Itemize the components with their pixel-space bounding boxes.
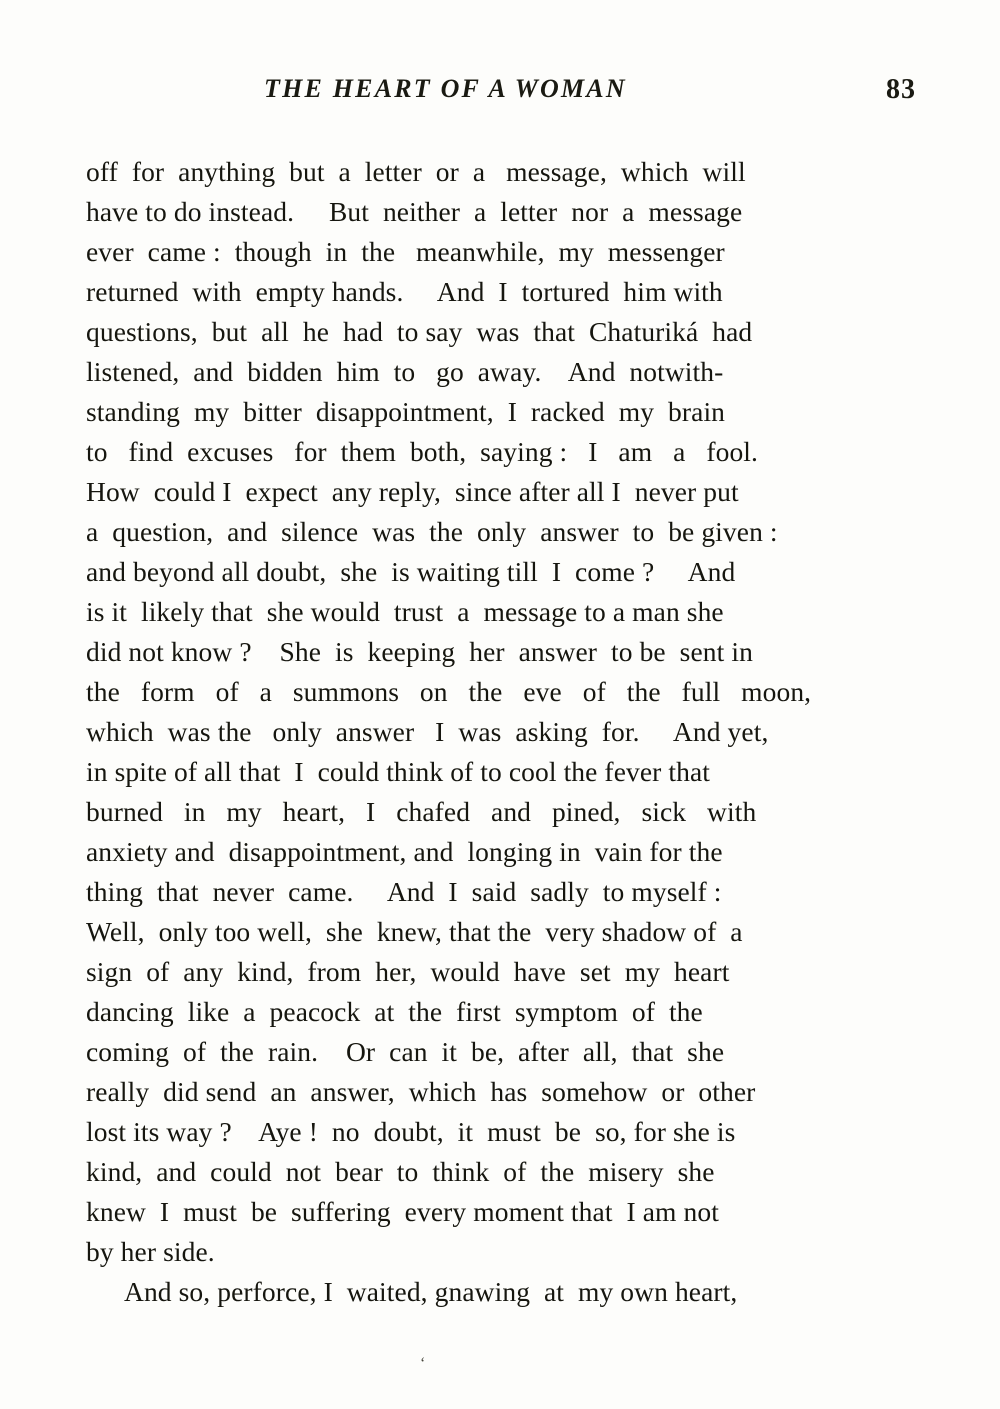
text-line: is it likely that she would trust a message to a man she: [86, 596, 724, 627]
page-number: 83: [886, 74, 916, 105]
text-line: really did send an answer, which has somehow or other: [86, 1076, 756, 1107]
text-line: kind, and could not bear to think of the misery she: [86, 1156, 715, 1187]
page-header: [84, 74, 916, 114]
running-title: THE HEART OF A WOMAN: [264, 74, 627, 103]
text-line: And so, perforce, I waited, gnawing at my own heart,: [124, 1276, 738, 1307]
text-line: lost its way ? Aye ! no doubt, it must be so, for she is: [86, 1116, 736, 1147]
text-line: have to do instead. But neither a letter nor a message: [86, 196, 743, 227]
text-line: a question, and silence was the only answer to be given :: [86, 516, 778, 547]
text-line: which was the only answer I was asking for. And yet,: [86, 716, 769, 747]
text-line: burned in my heart, I chafed and pined, sick with: [86, 796, 757, 827]
text-line: off for anything but a letter or a message, which will: [86, 156, 746, 187]
text-line: sign of any kind, from her, would have set my heart: [86, 956, 730, 987]
text-line: returned with empty hands. And I tortured him with: [86, 276, 723, 307]
text-line: knew I must be suffering every moment that I am not: [86, 1196, 719, 1227]
text-line: the form of a summons on the eve of the full moon,: [86, 676, 812, 707]
text-line: dancing like a peacock at the first symptom of the: [86, 996, 703, 1027]
text-line: How could I expect any reply, since after all I never put: [86, 476, 739, 507]
text-line: questions, but all he had to say was that Chaturiká had: [86, 316, 753, 347]
text-line: ever came : though in the meanwhile, my messenger: [86, 236, 725, 267]
text-line: listened, and bidden him to go away. And notwith-: [86, 356, 724, 387]
text-line: anxiety and disappointment, and longing in vain for the: [86, 836, 723, 867]
text-line: standing my bitter disappointment, I racked my brain: [86, 396, 726, 427]
text-line: and beyond all doubt, she is waiting till I come ? And: [86, 556, 736, 587]
text-line: thing that never came. And I said sadly to myself :: [86, 876, 722, 907]
text-line: coming of the rain. Or can it be, after all, that she: [86, 1036, 725, 1067]
text-line: Well, only too well, she knew, that the very shadow of a: [86, 916, 743, 947]
text-line: in spite of all that I could think of to cool the fever that: [86, 756, 711, 787]
foot-mark: ‘: [420, 1355, 426, 1372]
text-line: did not know ? She is keeping her answer to be sent in: [86, 636, 753, 667]
body-text: [86, 152, 914, 1312]
text-line: by her side.: [86, 1236, 215, 1267]
text-line: to find excuses for them both, saying : I am a fool.: [86, 436, 759, 467]
